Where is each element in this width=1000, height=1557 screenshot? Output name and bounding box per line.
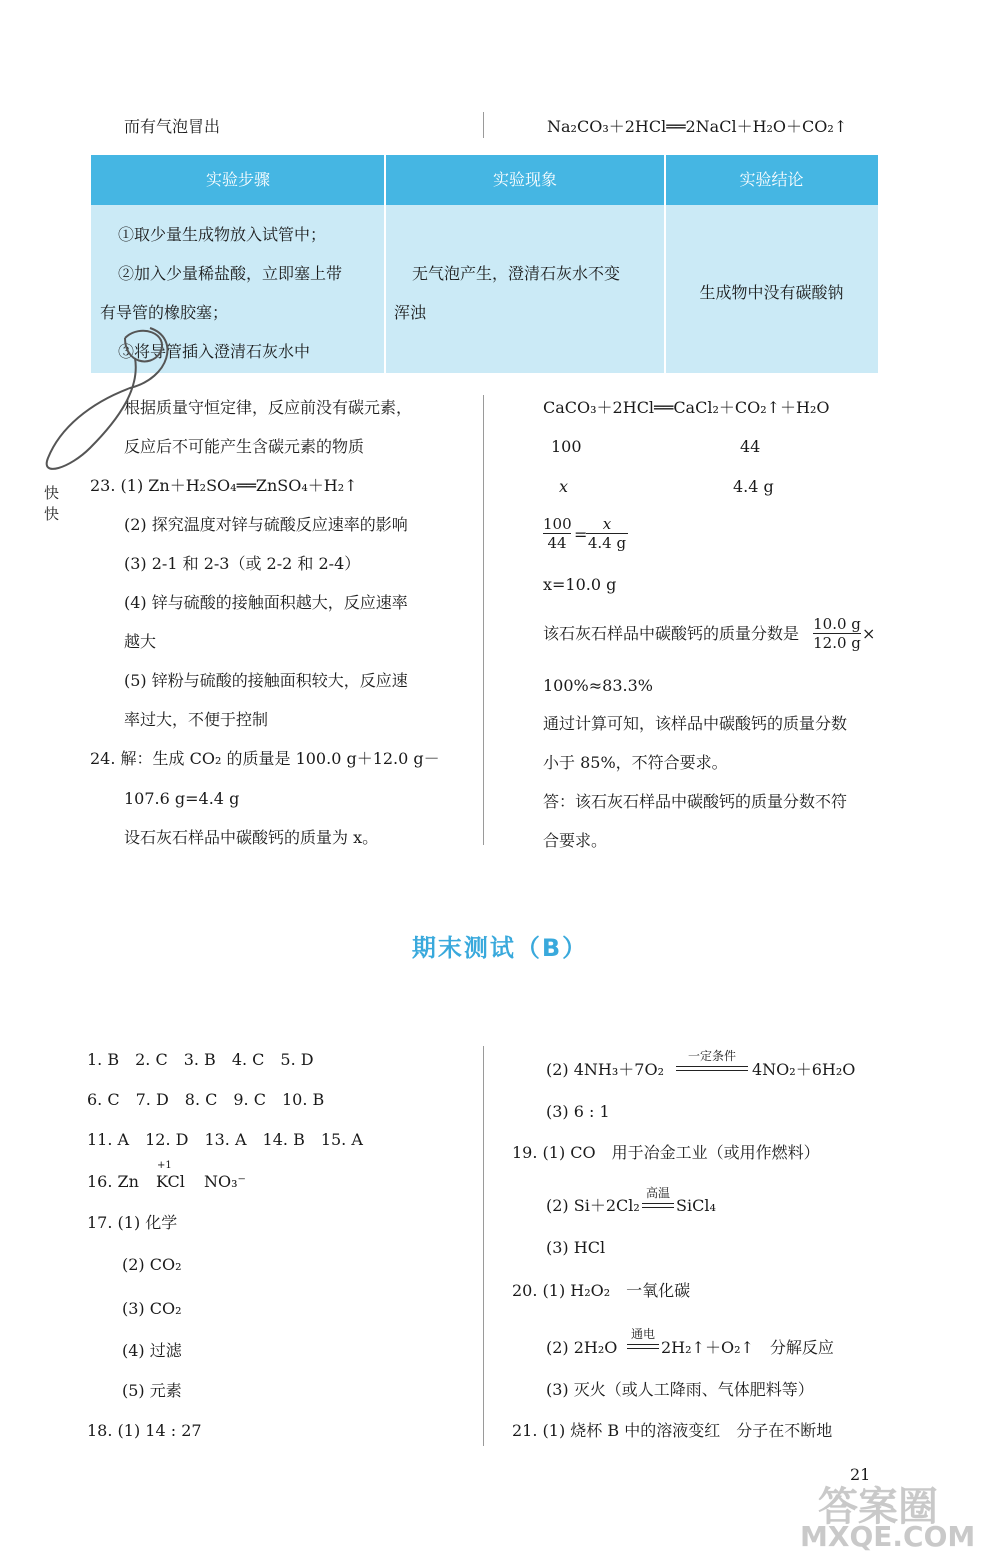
q20-2-condition: 通电 — [630, 1327, 655, 1341]
answers-row-1: 1. B 2. C 3. B 4. C 5. D — [87, 1050, 314, 1069]
section-title: 期末测试（B） — [411, 934, 589, 962]
q21-1: 21. (1) 烧杯 B 中的溶液变红 分子在不断地 — [512, 1421, 833, 1440]
molar-mass-co2: 44 — [740, 437, 761, 456]
q16-prefix: 16. Zn — [87, 1172, 139, 1191]
step-2: ②加入少量稀盐酸，立即塞上带 — [118, 264, 343, 283]
answer-line2: 合要求。 — [543, 831, 608, 850]
watermark-logo: 答案圈 — [818, 1484, 938, 1530]
percent-result: 100%≈83.3% — [543, 676, 653, 695]
fraction-numerator: x — [602, 515, 612, 533]
fraction-denominator: 44 — [543, 533, 571, 552]
q19-2-condition: 高温 — [645, 1186, 670, 1200]
fraction-numerator: 10.0 g — [813, 615, 861, 633]
fraction-mass — [813, 615, 861, 652]
q19-1: 19. (1) CO 用于冶金工业（或用作燃料） — [512, 1143, 820, 1162]
column-divider — [483, 112, 484, 138]
q16-valence: +1 — [157, 1160, 172, 1171]
q23-3: (3) 2-1 和 2-3（或 2-2 和 2-4） — [124, 554, 361, 573]
q19-2-right: SiCl₄ — [676, 1196, 716, 1215]
q17-3: (3) CO₂ — [122, 1299, 182, 1318]
q18-2-condition: 一定条件 — [687, 1049, 736, 1063]
answer-line1: 答：该石灰石样品中碳酸钙的质量分数不符 — [543, 792, 848, 811]
handwriting-mark: 快 — [44, 484, 60, 502]
table-col-divider — [384, 155, 386, 373]
q18-2-right: 4NO₂＋6H₂O — [752, 1060, 856, 1079]
q19-3: (3) HCl — [546, 1238, 606, 1257]
fraction-numerator: 100 — [543, 515, 572, 533]
handwritten-scribble — [30, 318, 180, 478]
q17-5: (5) 元素 — [122, 1381, 182, 1400]
answers-row-3: 11. A 12. D 13. A 14. B 15. A — [87, 1130, 363, 1149]
q23-2: (2) 探究温度对锌与硫酸反应速率的影响 — [124, 515, 408, 534]
q16-kcl: KCl — [156, 1172, 185, 1191]
q23-5: (5) 锌粉与硫酸的接触面积较大，反应速 — [124, 671, 408, 690]
q18-1: 18. (1) 14 : 27 — [87, 1421, 202, 1440]
caco3-equation: CaCO₃＋2HCl══CaCl₂＋CO₂↑＋H₂O — [543, 398, 830, 417]
phenomenon-line2: 浑浊 — [394, 303, 427, 322]
text-line: 反应后不可能产生含碳元素的物质 — [124, 437, 365, 456]
fraction-denominator: 4.4 g — [587, 534, 627, 552]
header-phenomenon: 实验现象 — [492, 170, 557, 189]
times-sign: × — [862, 624, 876, 643]
double-arrow-line — [627, 1344, 659, 1349]
q20-2-right: 2H₂↑＋O₂↑ 分解反应 — [661, 1338, 834, 1357]
q18-2-left: (2) 4NH₃＋7O₂ — [546, 1060, 665, 1079]
header-conclusion: 实验结论 — [739, 170, 804, 189]
molar-mass-caco3: 100 — [551, 437, 582, 456]
step-1: ①取少量生成物放入试管中； — [118, 225, 327, 244]
q18-3: (3) 6 : 1 — [546, 1102, 610, 1121]
text-line: 根据质量守恒定律，反应前没有碳元素， — [124, 398, 413, 417]
column-divider — [483, 395, 484, 845]
q19-2-left: (2) Si＋2Cl₂ — [546, 1196, 640, 1215]
q20-2-left: (2) 2H₂O — [546, 1338, 618, 1357]
step-2-cont: 有导管的橡胶塞； — [100, 303, 229, 322]
q17-2: (2) CO₂ — [122, 1255, 182, 1274]
conclusion-text: 生成物中没有碳酸钠 — [699, 283, 844, 302]
equals-sign: = — [574, 525, 588, 544]
watermark-url: MXQE.COM — [800, 1520, 976, 1553]
mass-fraction-prefix: 该石灰石样品中碳酸钙的质量分数是 — [543, 624, 800, 643]
q24-cont: 107.6 g=4.4 g — [124, 789, 240, 808]
unknown-x: x — [559, 477, 569, 496]
page-number: 21 — [850, 1465, 871, 1484]
step-3: ③将导管插入澄清石灰水中 — [118, 342, 311, 361]
q23-1: 23. (1) Zn＋H₂SO₄══ZnSO₄＋H₂↑ — [90, 476, 358, 495]
header-steps: 实验步骤 — [205, 170, 270, 189]
table-header — [91, 155, 878, 205]
fraction-denominator: 12.0 g — [813, 634, 861, 652]
top-right-equation: Na₂CO₃＋2HCl══2NaCl＋H₂O＋CO₂↑ — [547, 117, 848, 136]
q23-4-cont: 越大 — [124, 632, 157, 651]
q16-nitrate: NO₃⁻ — [204, 1172, 246, 1191]
conclusion-line1: 通过计算可知，该样品中碳酸钙的质量分数 — [543, 714, 848, 733]
q24-assume: 设石灰石样品中碳酸钙的质量为 x。 — [124, 828, 379, 847]
experiment-table — [91, 155, 878, 373]
x-result: x=10.0 g — [543, 575, 617, 594]
q24: 24. 解：生成 CO₂ 的质量是 100.0 g＋12.0 g－ — [90, 749, 440, 768]
q23-5-cont: 率过大，不便于控制 — [124, 710, 269, 729]
q17-1: 17. (1) 化学 — [87, 1213, 178, 1232]
fraction-100-44 — [543, 515, 571, 552]
q20-1: 20. (1) H₂O₂ 一氧化碳 — [512, 1281, 691, 1300]
table-col-divider — [664, 155, 666, 373]
co2-mass: 4.4 g — [733, 477, 774, 496]
q23-4: (4) 锌与硫酸的接触面积越大，反应速率 — [124, 593, 408, 612]
conclusion-line2: 小于 85%，不符合要求。 — [543, 753, 728, 772]
phenomenon-line1: 无气泡产生，澄清石灰水不变 — [412, 264, 621, 283]
top-left-text: 而有气泡冒出 — [124, 117, 221, 136]
column-divider — [483, 1046, 484, 1446]
q20-3: (3) 灭火（或人工降雨、气体肥料等） — [546, 1380, 814, 1399]
handwriting-mark: 快 — [44, 505, 60, 523]
fraction-x-4.4 — [586, 515, 628, 552]
answers-row-2: 6. C 7. D 8. C 9. C 10. B — [87, 1090, 325, 1109]
q17-4: (4) 过滤 — [122, 1341, 182, 1360]
double-arrow-line — [676, 1066, 748, 1071]
double-arrow-line — [642, 1203, 674, 1208]
